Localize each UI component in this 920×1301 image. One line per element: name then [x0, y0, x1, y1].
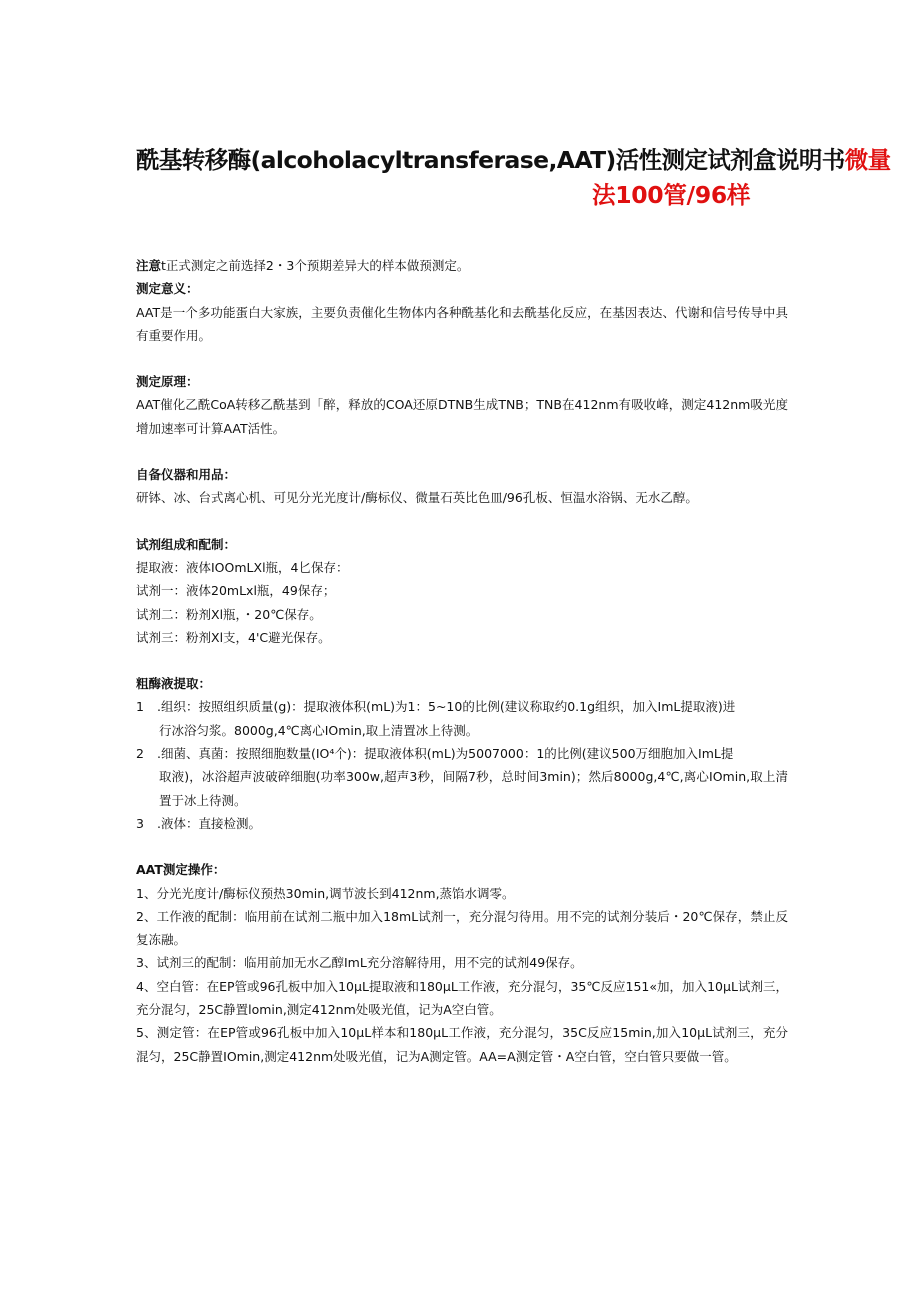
significance-heading: 测定意义：: [136, 281, 199, 297]
operation-step: 1、分光光度计/酶标仪预热30min,调节波长到412nm,蒸馅水调零。: [136, 885, 515, 901]
operation-step: 4、空白管：在EP管或96孔板中加入10μL提取液和180μL工作液，充分混匀，35℃反应151«加，加入10μL试剂三，充分混匀，25C静置lomin,测定412nm处吸光值，记为A空白管。: [136, 978, 788, 1018]
instruments-body: 研钵、冰、台式离心机、可见分光光度计/酶标仪、微量石英比色皿/96孔板、恒温水浴锅、无水乙醇。: [136, 490, 698, 506]
item-number: 1: [136, 699, 144, 715]
principle-heading: 测定原理：: [136, 374, 199, 390]
extraction-item: [136, 812, 788, 835]
reagent-line: 试剂二：粉剂Xl瓶，・20℃保存。: [136, 606, 322, 622]
item-text: .组织：按照组织质量(g)：提取液体积(mL)为1：5~10的比例(建议称取约0.1g组织，加入ImL提取液)进: [157, 699, 736, 715]
instruments-heading: 自备仪器和用品：: [136, 467, 237, 483]
note-text: t正式测定之前选择2・3个预期差异大的样本做预测定。: [161, 258, 470, 273]
significance-body: AAT是一个多功能蛋白大家族，主要负责催化生物体内各种酰基化和去酰基化反应，在基因表达、代谢和信号传导中具有重要作用。: [136, 304, 788, 343]
operation-heading: AAT测定操作：: [136, 862, 226, 878]
document-title: [136, 140, 891, 180]
note-paragraph: [136, 254, 788, 277]
operation-step: 5、测定管：在EP管或96孔板中加入10μL样本和180μL工作液，充分混匀，35C反应15min,加入10μL试剂三，充分混匀，25C静置IOmin,测定412nm处吸光值，记为A测定管。AA=A测定管・A空白管，空白管只要做一管。: [136, 1025, 788, 1064]
note-label: 注意: [136, 258, 162, 273]
title-line2: 法100管/96样: [592, 181, 751, 209]
principle-body: AAT催化乙酰CoA转移乙酰基到「醉，释放的COA还原DTNB生成TNB；TNB在412nm有吸收峰，测定412nm吸光度增加速率可计算AAT活性。: [136, 397, 788, 436]
title-main: 酰基转移酶(alcoholacyltransferase,AAT)活性测定试剂盒说明书: [136, 146, 845, 174]
item-text: .细菌、真菌：按照细胞数量(IO⁴个)：提取液体积(mL)为5007000：1的比例(建议500万细胞加入ImL提: [157, 746, 734, 762]
reagent-line: 试剂一：液体20mLxl瓶，49保存；: [136, 583, 336, 599]
extraction-item: [136, 742, 788, 765]
item-number: 3: [136, 815, 144, 831]
item-continuation: 取液)，冰浴超声波破碎细胞(功率300w,超声3秒，间隔7秒，总时间3min)；然后8000g,4℃,离心IOmin,取上清置于冰上待测。: [159, 769, 788, 808]
title-highlight: 微量: [844, 146, 891, 174]
operation-step: 3、试剂三的配制：临用前加无水乙醇ImL充分溶解待用，用不完的试剂49保存。: [136, 955, 583, 971]
extraction-heading: 粗酶液提取：: [136, 676, 212, 692]
reagent-line: 试剂三：粉剂Xl支，4'C避光保存。: [136, 629, 331, 645]
reagent-line: 提取液：液体IOOmLXl瓶，4匕保存：: [136, 559, 349, 575]
item-continuation: 行冰浴匀浆。8000g,4℃离心IOmin,取上清置冰上待测。: [159, 722, 479, 738]
item-text: .液体：直接检测。: [157, 815, 261, 831]
item-number: 2: [136, 746, 144, 762]
extraction-item: [136, 695, 788, 718]
reagents-heading: 试剂组成和配制：: [136, 536, 237, 552]
document-body: [136, 254, 788, 1068]
operation-step: 2、工作液的配制：临用前在试剂二瓶中加入18mL试剂一，充分混匀待用。用不完的试剂分装后・20℃保存，禁止反复冻融。: [136, 908, 788, 948]
